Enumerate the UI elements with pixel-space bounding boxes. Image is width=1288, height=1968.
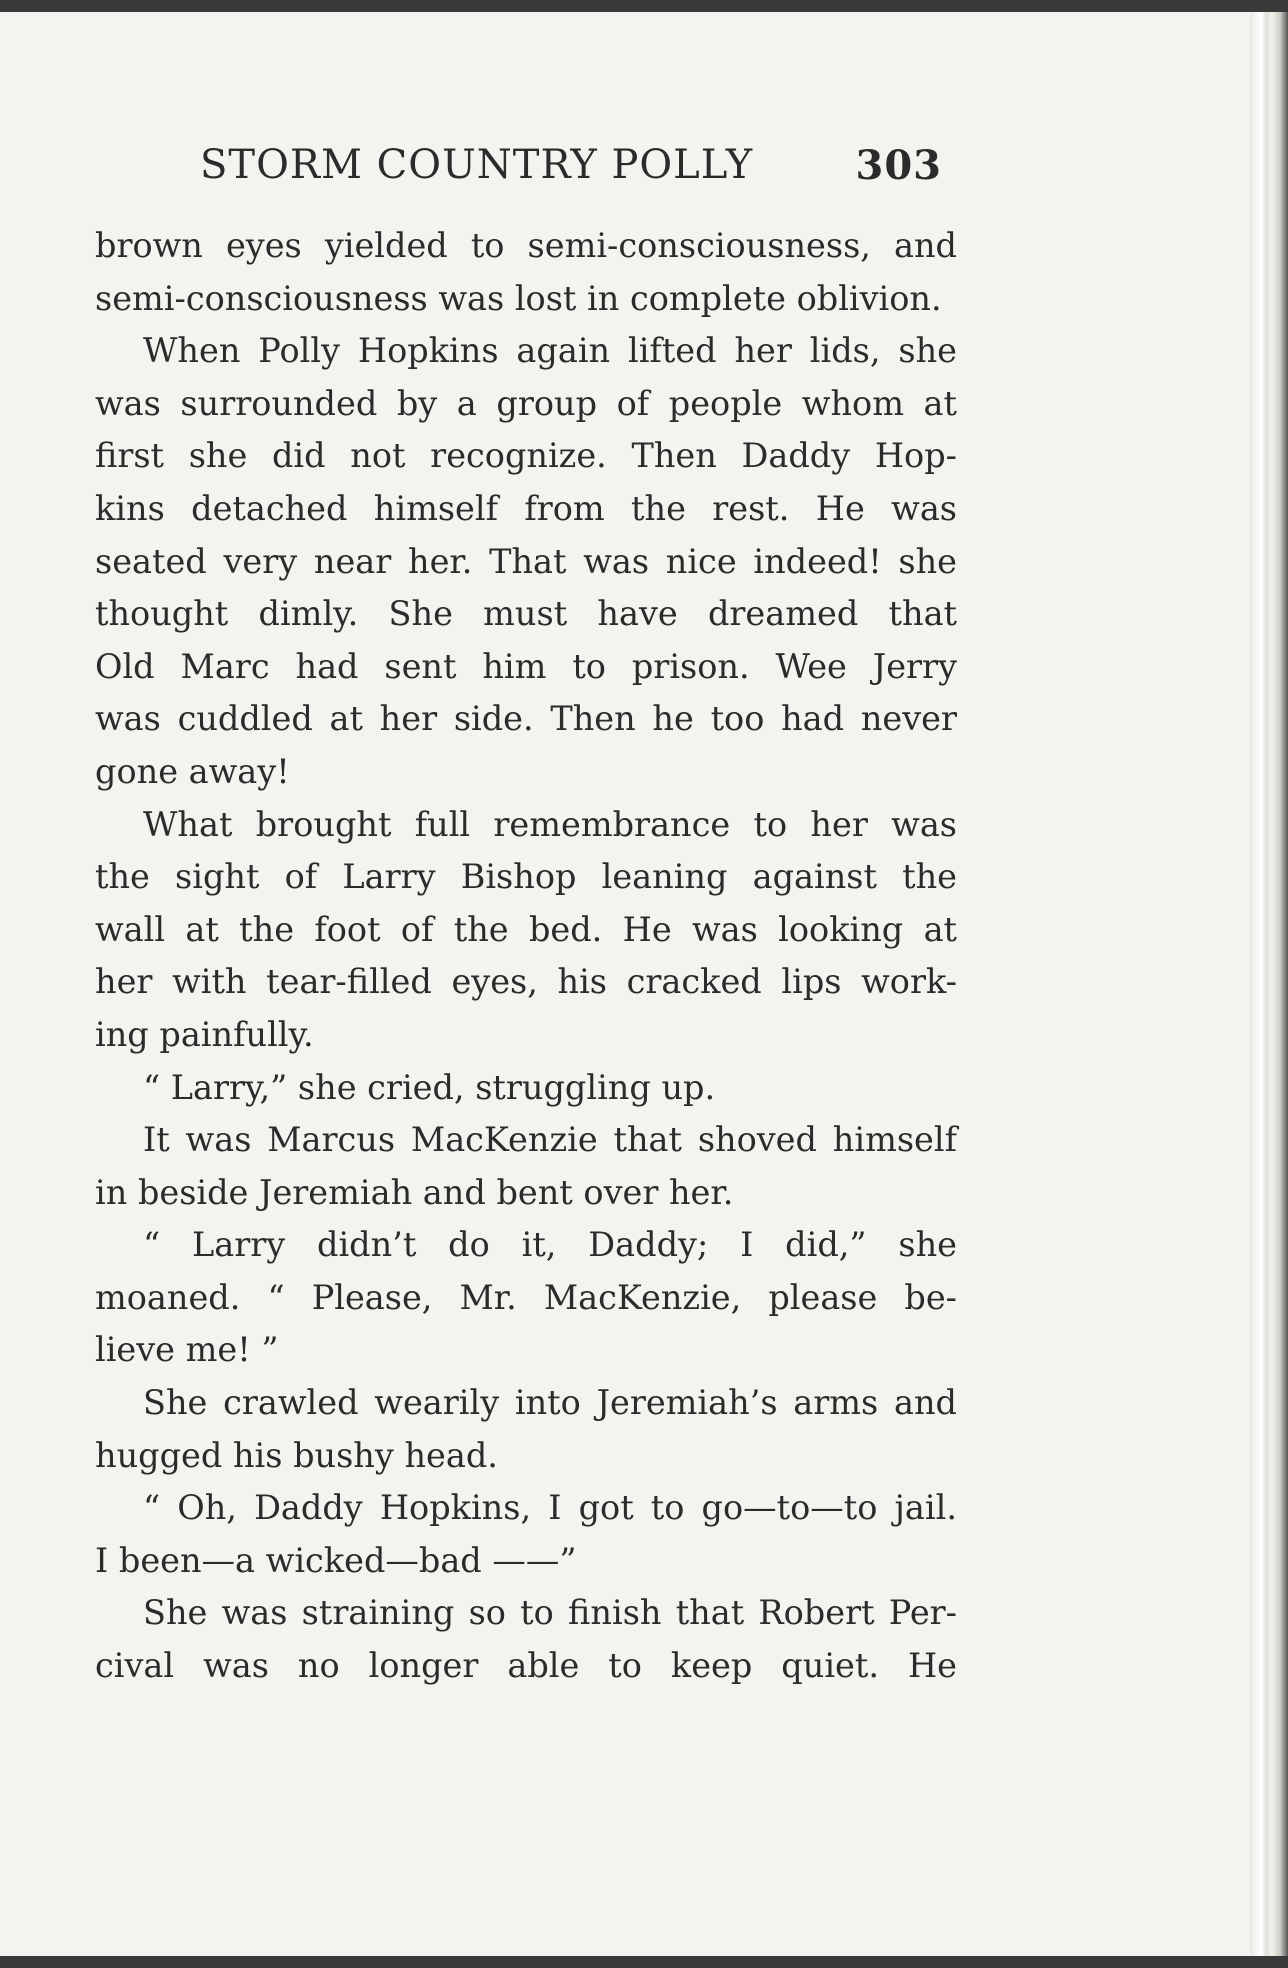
book-page	[0, 12, 1250, 1956]
text-line: She crawled wearily into Jeremiah’s arms and	[143, 1383, 957, 1423]
text-line: “ Oh, Daddy Hopkins, I got to go—to—to jail.	[143, 1488, 957, 1528]
text-line: thought dimly. She must have dreamed that	[95, 594, 957, 634]
text-line: moaned. “ Please, Mr. MacKenzie, please be-	[95, 1277, 957, 1317]
text-line: I been—a wicked—bad ——”	[95, 1540, 577, 1580]
text-line: was cuddled at her side. Then he too had never	[95, 699, 957, 739]
text-line: ing painfully.	[95, 1014, 314, 1054]
text-line: was surrounded by a group of people whom at	[95, 383, 957, 423]
text-line: wall at the foot of the bed. He was looking at	[95, 909, 957, 949]
text-line: hugged his bushy head.	[95, 1435, 498, 1475]
text-line: semi-consciousness was lost in complete oblivion.	[95, 278, 942, 318]
text-line: cival was no longer able to keep quiet. He	[95, 1646, 957, 1686]
running-title: STORM COUNTRY POLLY	[200, 142, 754, 188]
text-line: Old Marc had sent him to prison. Wee Jerry	[95, 646, 957, 686]
text-line: What brought full remembrance to her was	[143, 804, 957, 844]
text-line: kins detached himself from the rest. He was	[95, 488, 957, 528]
text-line: “ Larry didn’t do it, Daddy; I did,” she	[143, 1225, 957, 1265]
text-line: When Polly Hopkins again lifted her lids, she	[143, 331, 957, 371]
text-line: in beside Jeremiah and bent over her.	[95, 1172, 734, 1212]
running-header	[200, 142, 942, 190]
text-line: first she did not recognize. Then Daddy Hop-	[95, 436, 957, 476]
text-line: It was Marcus MacKenzie that shoved himself	[143, 1120, 957, 1160]
page-edge	[1250, 12, 1288, 1956]
text-line: brown eyes yielded to semi-consciousness, and	[95, 226, 957, 265]
text-line: seated very near her. That was nice indeed! she	[95, 541, 957, 581]
text-line: the sight of Larry Bishop leaning against the	[95, 857, 957, 897]
text-line: “ Larry,” she cried, struggling up.	[143, 1067, 716, 1107]
page-number: 303	[855, 142, 942, 189]
body-text	[95, 220, 957, 1693]
text-line: gone away!	[95, 751, 290, 791]
text-line: She was straining so to finish that Robert Per-	[143, 1593, 957, 1633]
text-line: her with tear-filled eyes, his cracked lips work-	[95, 962, 957, 1002]
text-line: lieve me! ”	[95, 1330, 279, 1370]
